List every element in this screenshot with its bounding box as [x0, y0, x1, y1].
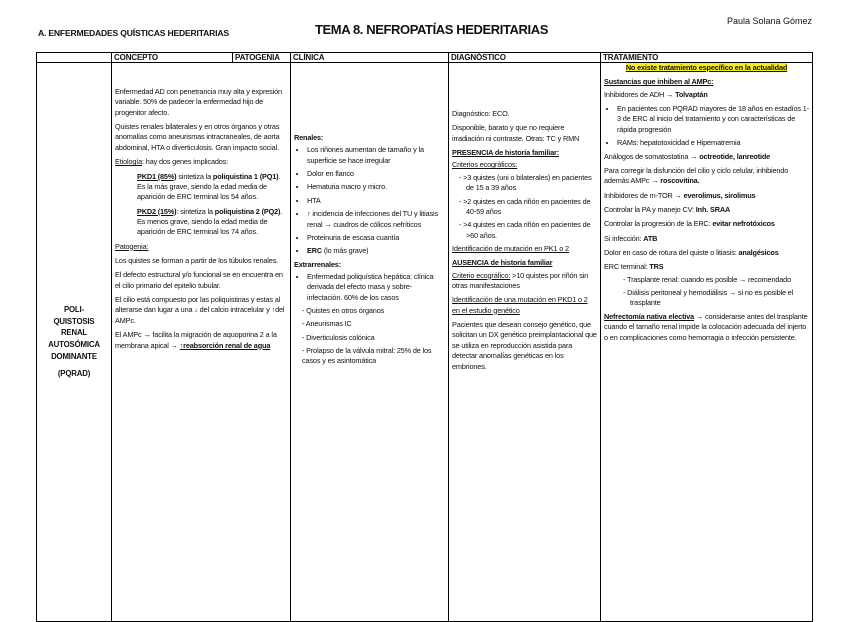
pkd1-paragraph: PKD1 (85%) sintetiza la poliquistina 1 (PQ1). Es la más grave, siendo la edad media de aparición de ERC terminal los 54 años. [137, 171, 281, 202]
cv-line: Controlar la PA y manejo CV: Inh. SRAA [604, 204, 731, 214]
tratamiento-cell [601, 63, 813, 622]
diagnostico-cell [449, 63, 601, 622]
header-patogenia: PATOGENIA [233, 53, 291, 63]
header-concepto: CONCEPTO [112, 53, 233, 63]
criterios-list [452, 173, 597, 241]
nefrectomia-line: Nefrectomía nativa electiva → considerarse antes del trasplante cuando el tamaño renal impide la colocación adecuada del injerto o en complicaciones como hemorragia o infección persistente. [604, 311, 808, 342]
extrarrenales-label: Extrarrenales: [294, 259, 341, 269]
disease-table [36, 52, 813, 622]
extrarrenales-list [294, 272, 445, 303]
diag-description: Disponible, barato y que no requiere irradiación ni contraste. Otras: TC y RMN [452, 123, 580, 143]
disease-name-line: POLI- [63, 304, 85, 314]
list-item: - Prolapso de la válvula mitral: 25% de los casos y es asintomática [302, 346, 445, 367]
identificacion-text: Identificación de una mutación en PKD1 o 2 en el estudio genético [452, 295, 588, 315]
patogenia-text: Los quistes se forman a partir de los túbulos renales. [115, 256, 279, 266]
list-item: • Dolor en flanco [307, 169, 445, 179]
mtor-line: Inhibidores de m-TOR → everolimus, sirolimus [604, 190, 756, 200]
list-item: • ↑ incidencia de infecciones del TU y litiasis renal → cuadros de cólicos nefríticos [307, 209, 445, 230]
author-name: Paula Solana Gómez [726, 16, 812, 26]
cilio-line: Para corregir la disfunción del cilio y ciclo celular, inhibiendo además AMPc → roscovitina. [604, 165, 789, 186]
renales-label: Renales: [294, 133, 324, 142]
diag-method: Diagnóstico: ECO. [452, 109, 510, 118]
no-treatment-note: No existe tratamiento específico en la actualidad [625, 63, 788, 72]
patogenia-text: El AMPc → facilita la migración de aquoporina 2 a la membrana apical → ↑reabsorción renal de agua [115, 330, 277, 350]
header-tratamiento: TRATAMIENTO [601, 53, 813, 63]
identificacion-text: Identificación de mutación en PK1 o 2 [452, 243, 569, 253]
page-title: TEMA 8. NEFROPATÍAS HEDERITARIAS [315, 22, 549, 37]
infeccion-line: Si infección: ATB [604, 233, 658, 243]
adh-line: Inhibidores de ADH → Tolvaptán [604, 89, 708, 99]
criterio-ecografico: Criterio ecográfico: >10 quistes por riñón sin otras manifestaciones [452, 270, 589, 291]
list-item: - >2 quistes en cada riñón en pacientes de 40-59 años [466, 197, 597, 218]
list-item: - >4 quistes en cada riñón en pacientes de >60 años. [466, 220, 597, 241]
concepto-description: Quistes renales bilaterales y en otros órganos y otras anomalías como aneurismas intracraneales, de aorta abdominal, HTA o diverticulosis. Gran impacto social. [115, 122, 280, 152]
list-item: - Aneurismas IC [302, 319, 445, 329]
list-item: • Hematuria macro y micro. [307, 182, 445, 192]
clinica-cell [291, 63, 449, 622]
extrarrenales-dash-list [294, 306, 445, 367]
list-item: - Trasplante renal: cuando es posible → recomendado [630, 275, 809, 285]
section-title: A. ENFERMEDADES QUÍSTICAS HEDERITARIAS [38, 28, 229, 38]
table-header-row [37, 53, 813, 63]
erc-terminal-list [604, 275, 809, 309]
header-clinica: CLÍNICA [291, 53, 449, 63]
erc-terminal-line: ERC terminal: TRS [604, 262, 664, 272]
renales-list [294, 145, 445, 256]
criterios-label: Criterios ecográficos: [452, 160, 518, 170]
list-item: - Quistes en otros órganos [302, 306, 445, 316]
somatostatina-line: Análogos de somatostatina → octreotide, lanreotide [604, 151, 771, 161]
ausencia-label: AUSENCIA de historia familiar [452, 258, 553, 268]
dolor-line: Dolor en caso de rotura del quiste o litiasis: analgésicos [604, 248, 779, 258]
header-empty [37, 53, 112, 63]
list-item: - Diálisis peritoneal y hemodiálisis → si no es posible el trasplante [630, 288, 809, 309]
patogenia-label: Patogenia: [115, 241, 149, 251]
disease-abbreviation: (PQRAD) [57, 369, 91, 379]
list-item: • HTA [307, 196, 445, 206]
patogenia-text: El cilio está compuesto por las poliquistinas y estas al alterarse dan lugar a una ↓ del calcio intracelular y ↑del AMPc. [115, 295, 285, 325]
table-row [37, 63, 813, 622]
list-item: • ERC (lo más grave) [307, 246, 445, 256]
disease-name-line: AUTOSÓMICA [48, 340, 100, 349]
concepto-definition: Enfermedad AD con penetrancia muy alta y expresión variable. 50% de padecer la enfermedad hijo de progenitor afecto. [115, 87, 282, 117]
erc-line: Controlar la progresión de la ERC: evitar nefrotóxicos [604, 219, 775, 229]
tolvaptan-list [604, 104, 809, 148]
list-item: • En pacientes con PQRAD mayores de 18 años en estadíos 1-3 de ERC al inicio del tratamiento y con características de rápida progresión [617, 104, 809, 135]
disease-name-line: RENAL [60, 328, 88, 338]
list-item: • Proteinuria de escasa cuantía [307, 233, 445, 243]
patogenia-text: El defecto estructural y/o funcional se en encuentra en el cilio primario del epitelio tubular. [115, 270, 283, 290]
list-item: • RAMs: hepatotoxicidad e Hipernatremia [617, 138, 809, 148]
header-diagnostico: DIAGNÓSTICO [449, 53, 601, 63]
consejo-genetico-text: Pacientes que desean consejo genético, que solicitan un DX genético preimplantacional que se utiliza en reproducción asistida para detectar anomalías genéticas en los embriones. [452, 320, 597, 371]
list-item: - >3 quistes (uni o bilaterales) en pacientes de 15 a 39 años [466, 173, 597, 194]
disease-name-cell [37, 63, 112, 622]
sustancias-label: Sustancias que inhiben al AMPc: [604, 77, 714, 87]
pkd2-paragraph: PKD2 (15%): sintetiza la poliquistina 2 (PQ2). Es menos grave, siendo la edad media de aparición de ERC terminal los 74 años. [137, 206, 283, 237]
presencia-label: PRESENCIA de historia familiar: [452, 148, 559, 158]
list-item: - Diverticulosis colónica [302, 333, 445, 343]
list-item: • Los riñones aumentan de tamaño y la superficie se hace irregular [307, 145, 445, 166]
concepto-cell [112, 63, 291, 622]
disease-name-line: DOMINANTE [51, 351, 97, 361]
etiology-line: Etiología: hay dos genes implicados: [115, 157, 229, 167]
disease-name-line: QUISTOSIS [53, 316, 95, 326]
list-item: • Enfermedad poliquística hepática: clínica derivada del efecto masa y sobre-infectación. 60% de los casos [307, 272, 445, 303]
